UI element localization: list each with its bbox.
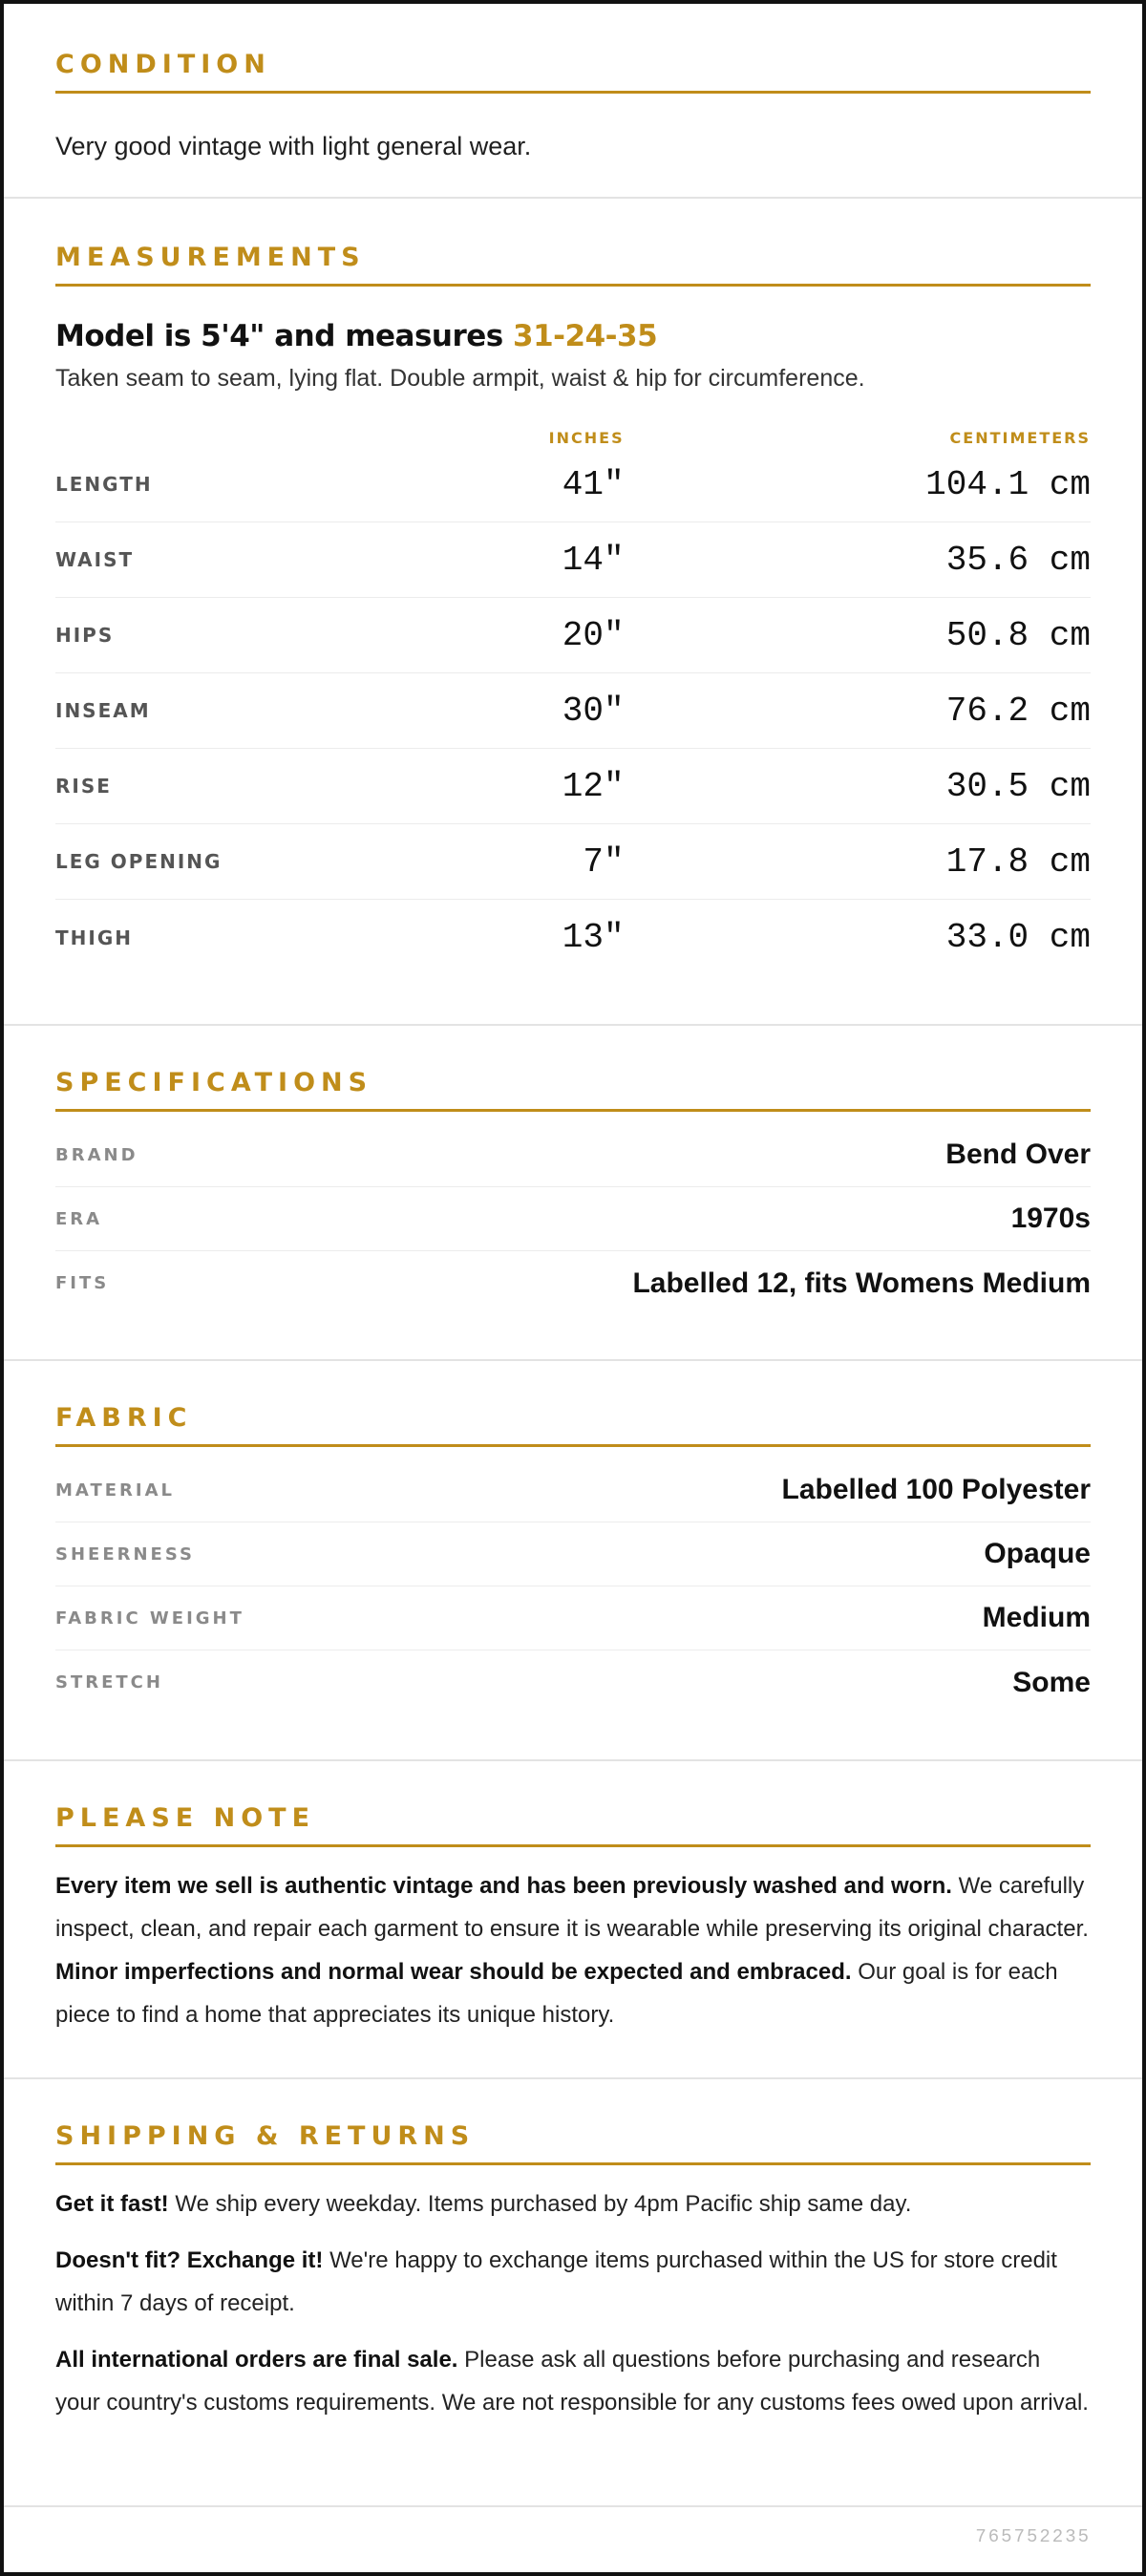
measurement-cm: 76.2 cm [945,691,1091,731]
measurement-cm: 17.8 cm [945,841,1091,882]
measurements-table [55,447,1091,975]
spec-row [55,1187,1091,1251]
measurement-cm: 50.8 cm [945,615,1091,655]
shipping-bold: All international orders are final sale. [55,2347,458,2373]
measurement-inches: 13" [562,918,625,957]
fabric-row [55,1522,1091,1586]
measurement-cm: 104.1 cm [925,464,1091,504]
note-text-2: Our goal is for each piece to find a home that appreciates its unique history. [55,1959,1058,2028]
shipping-paragraph [55,2239,1091,2325]
measurement-cm: 33.0 cm [945,918,1091,957]
measurement-inches: 12" [562,766,625,806]
fabric-title: FABRIC [55,1405,1091,1447]
fabric-value: Medium [982,1602,1091,1633]
spec-label: BRAND [55,1144,138,1165]
measurement-label: RISE [55,775,112,798]
measurement-inches: 14" [562,540,625,580]
measurement-label: INSEAM [55,699,151,722]
fabric-value: Some [1012,1666,1091,1698]
fabric-label: FABRIC WEIGHT [55,1607,244,1629]
measurement-inches: 41" [562,464,625,504]
measurement-label: HIPS [55,624,115,647]
fabric-value: Opaque [984,1538,1091,1569]
measurement-row [55,673,1091,749]
measurement-label: WAIST [55,548,135,571]
please-note-text [55,1864,1091,2036]
measurement-label: LENGTH [55,473,153,496]
fabric-label: MATERIAL [55,1480,175,1501]
shipping-paragraph [55,2338,1091,2424]
shipping-title: SHIPPING & RETURNS [55,2123,1091,2165]
note-bold-1: Every item we sell is authentic vintage and has been previously washed and worn. [55,1873,952,1899]
specifications-list [55,1123,1091,1315]
fabric-value: Labelled 100 Polyester [781,1474,1091,1505]
measurement-row [55,598,1091,673]
measurements-title: MEASUREMENTS [55,245,1091,287]
shipping-section [4,2079,1142,2507]
specifications-section [4,1026,1142,1361]
measurement-row [55,900,1091,975]
spec-label: ERA [55,1208,103,1229]
model-prefix: Model is 5'4" and measures [55,319,514,353]
fabric-row [55,1458,1091,1522]
fabric-label: STRETCH [55,1672,163,1692]
condition-section [4,4,1142,199]
measurement-inches: 30" [562,691,625,731]
centimeters-column-header: CENTIMETERS [949,429,1091,447]
fabric-section [4,1361,1142,1761]
shipping-text [55,2182,1091,2424]
measurement-inches: 20" [562,615,625,655]
spec-row [55,1251,1091,1315]
measurement-cm: 35.6 cm [945,540,1091,580]
specifications-title: SPECIFICATIONS [55,1070,1091,1112]
fabric-row [55,1586,1091,1650]
shipping-bold: Get it fast! [55,2191,169,2217]
measurement-inches: 7" [583,841,625,882]
measurement-note: Taken seam to seam, lying flat. Double armpit, waist & hip for circumference. [55,365,865,392]
item-id: 765752235 [975,2526,1091,2547]
condition-title: CONDITION [55,52,1091,94]
measurements-section [4,199,1142,1026]
measurements-header [55,429,1091,447]
shipping-paragraph [55,2182,1091,2225]
shipping-body: We're happy to exchange items purchased within the US for store credit within 7 days of receipt. [55,2247,1057,2316]
measurement-row [55,824,1091,900]
inches-column-header: INCHES [548,429,625,447]
note-text-1: We carefully inspect, clean, and repair each garment to ensure it is wearable while preserving its original character. [55,1873,1089,1942]
please-note-section [4,1761,1142,2079]
spec-value: Labelled 12, fits Womens Medium [632,1267,1091,1299]
condition-text: Very good vintage with light general wear. [55,132,532,160]
measurement-row [55,447,1091,522]
spec-value: 1970s [1010,1203,1091,1234]
fabric-list [55,1458,1091,1714]
shipping-body: We ship every weekday. Items purchased by 4pm Pacific ship same day. [168,2191,912,2217]
measurement-label: THIGH [55,926,133,949]
fabric-row [55,1650,1091,1714]
model-measures-line [55,319,1091,353]
note-bold-2: Minor imperfections and normal wear should be expected and embraced. [55,1959,852,1985]
fabric-label: SHEERNESS [55,1543,195,1565]
measurement-label: LEG OPENING [55,850,223,873]
measurement-row [55,522,1091,598]
shipping-body: Please ask all questions before purchasing and research your country's customs requirements. We are not responsible for any customs fees owed upon arrival. [55,2347,1089,2416]
measurement-row [55,749,1091,824]
spec-row [55,1123,1091,1187]
shipping-bold: Doesn't fit? Exchange it! [55,2247,324,2273]
please-note-title: PLEASE NOTE [55,1805,1091,1847]
spec-label: FITS [55,1273,110,1293]
spec-value: Bend Over [945,1139,1091,1170]
measurement-cm: 30.5 cm [945,766,1091,806]
model-measures-value: 31-24-35 [513,319,658,353]
